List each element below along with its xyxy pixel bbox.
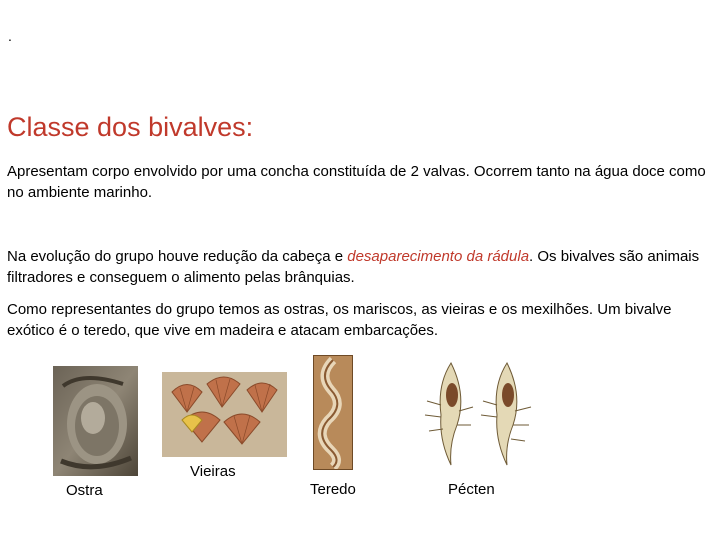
caption-pecten: Pécten [448,481,495,498]
caption-teredo: Teredo [310,481,356,498]
pecten-image [419,355,539,470]
paragraph-evolution-start: Na evolução do grupo houve redução da cabeça e [7,248,348,265]
slide-marker: . [8,28,12,44]
oyster-image [53,366,138,476]
slide-title: Classe dos bivalves: [7,112,254,142]
caption-ostra: Ostra [66,482,103,499]
teredo-image [313,355,353,470]
highlight-radula: desaparecimento da rádula [347,248,530,265]
paragraph-representatives: Como representantes do grupo temos as ostras, os mariscos, as vieiras e os mexilhões. Um bivalve exótico é o teredo, que vive em madeira e atacam embarcações. [7,301,672,339]
paragraph-evolution-end: . Os bivalves são animais filtradores e conseguem o alimento pelas brânquias. [7,248,700,286]
paragraph-evolution [7,246,707,288]
paragraph-description: Apresentam corpo envolvido por uma concha constituída de 2 valvas. Ocorrem tanto na água doce como no ambiente marinho. [7,163,706,201]
caption-vieiras: Vieiras [190,463,236,480]
scallops-image [162,372,287,457]
